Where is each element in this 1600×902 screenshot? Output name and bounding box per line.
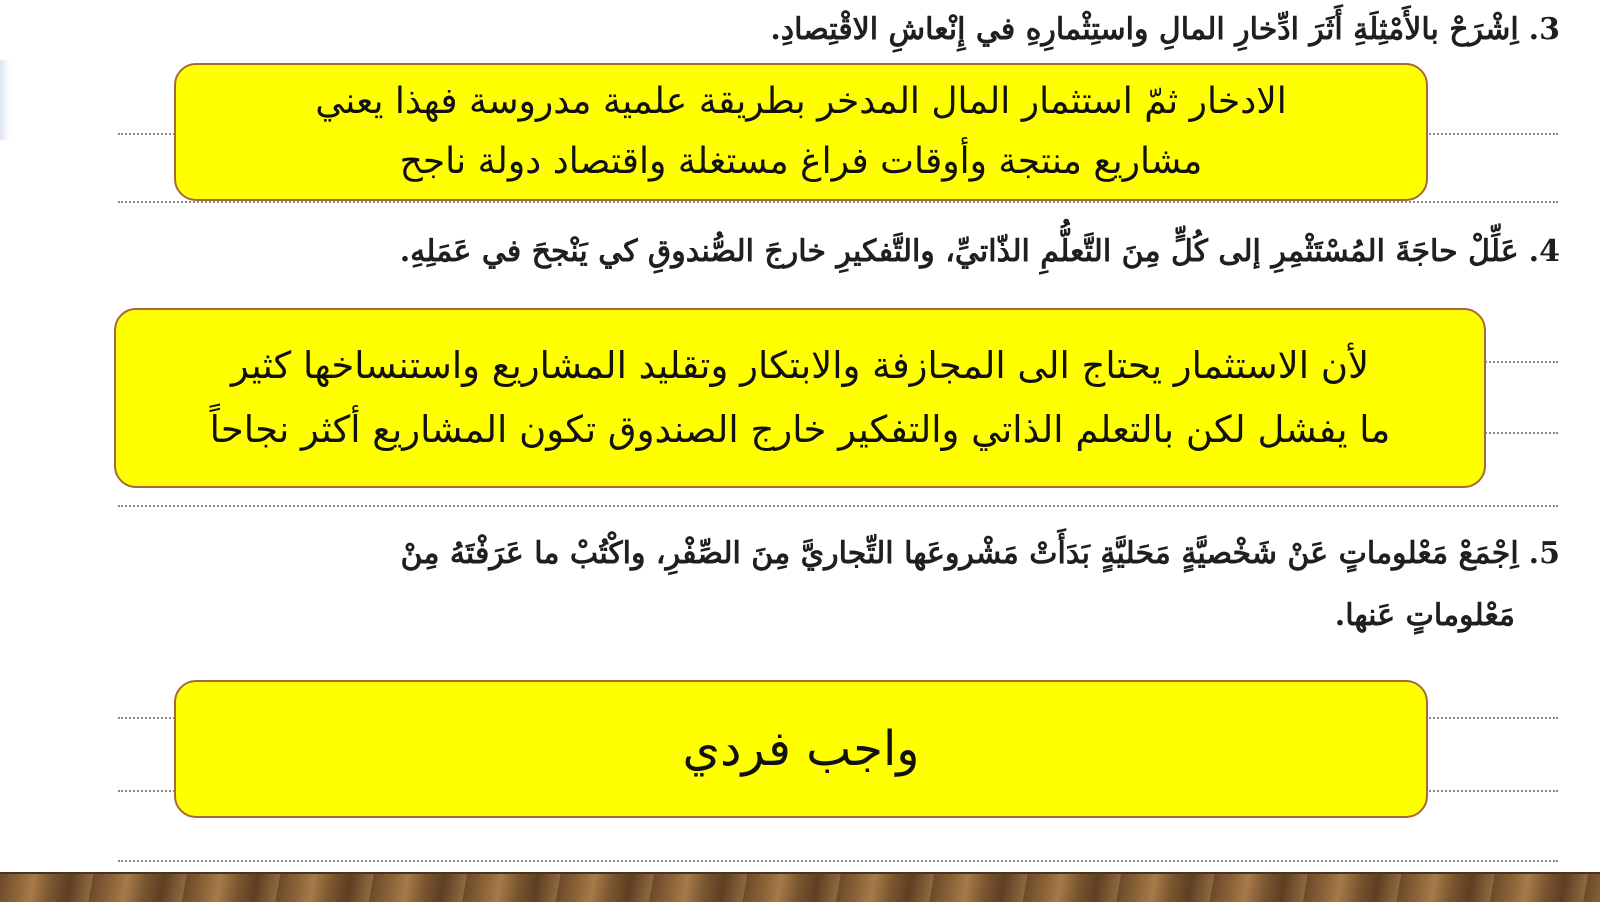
answer-line-2: مشاريع منتجة وأوقات فراغ مستغلة واقتصاد دولة ناجح xyxy=(399,141,1203,182)
question-4 xyxy=(400,234,1560,269)
slide-edge-decoration xyxy=(0,60,10,140)
answer-line xyxy=(118,860,1558,862)
question-text: عَلِّلْ حاجَةَ المُسْتَثْمِرِ إلى كُلٍّ مِنَ التَّعلُّمِ الذّاتيِّ، والتَّفكيرِ خارجَ الصُّندوقِ كي يَنْجحَ في عَمَلِهِ. xyxy=(399,234,1519,269)
answer-line-1: الادخار ثمّ استثمار المال المدخر بطريقة علمية مدروسة فهذا يعني xyxy=(315,81,1287,122)
question-3 xyxy=(770,12,1560,47)
question-text: اِجْمَعْ مَعْلوماتٍ عَنْ شَخْصيَّةٍ مَحَليَّةٍ بَدَأَتْ مَشْروعَها التِّجاريَّ مِنَ الصِّفْرِ، واكْتُبْ ما عَرَفْتَهُ مِنْ xyxy=(400,536,1519,571)
question-number: 5. xyxy=(1528,536,1560,571)
answer-line-1: لأن الاستثمار يحتاج الى المجازفة والابتكار وتقليد المشاريع واستنساخها كثير xyxy=(230,344,1370,387)
wood-floor-decoration xyxy=(0,872,1600,902)
question-5 xyxy=(400,536,1560,571)
question-number: 4. xyxy=(1528,234,1560,269)
question-5-continuation xyxy=(1335,598,1515,633)
answer-line xyxy=(118,201,1558,203)
question-text: اِشْرَحْ بالأَمْثِلَةِ أَثَرَ ادِّخارِ المالِ واستِثْمارِهِ في إِنْعاشِ الاقْتِصادِ. xyxy=(770,12,1519,47)
question-number: 3. xyxy=(1528,12,1560,47)
answer-line-2: ما يفشل لكن بالتعلم الذاتي والتفكير خارج الصندوق تكون المشاريع أكثر نجاحاً xyxy=(209,408,1391,451)
answer-line-1: واجب فردي xyxy=(682,721,920,777)
answer-box-5 xyxy=(174,680,1428,818)
answer-line xyxy=(118,505,1558,507)
answer-box-3 xyxy=(174,63,1428,201)
answer-box-4 xyxy=(114,308,1486,488)
question-text: مَعْلوماتٍ عَنها. xyxy=(1334,598,1515,633)
